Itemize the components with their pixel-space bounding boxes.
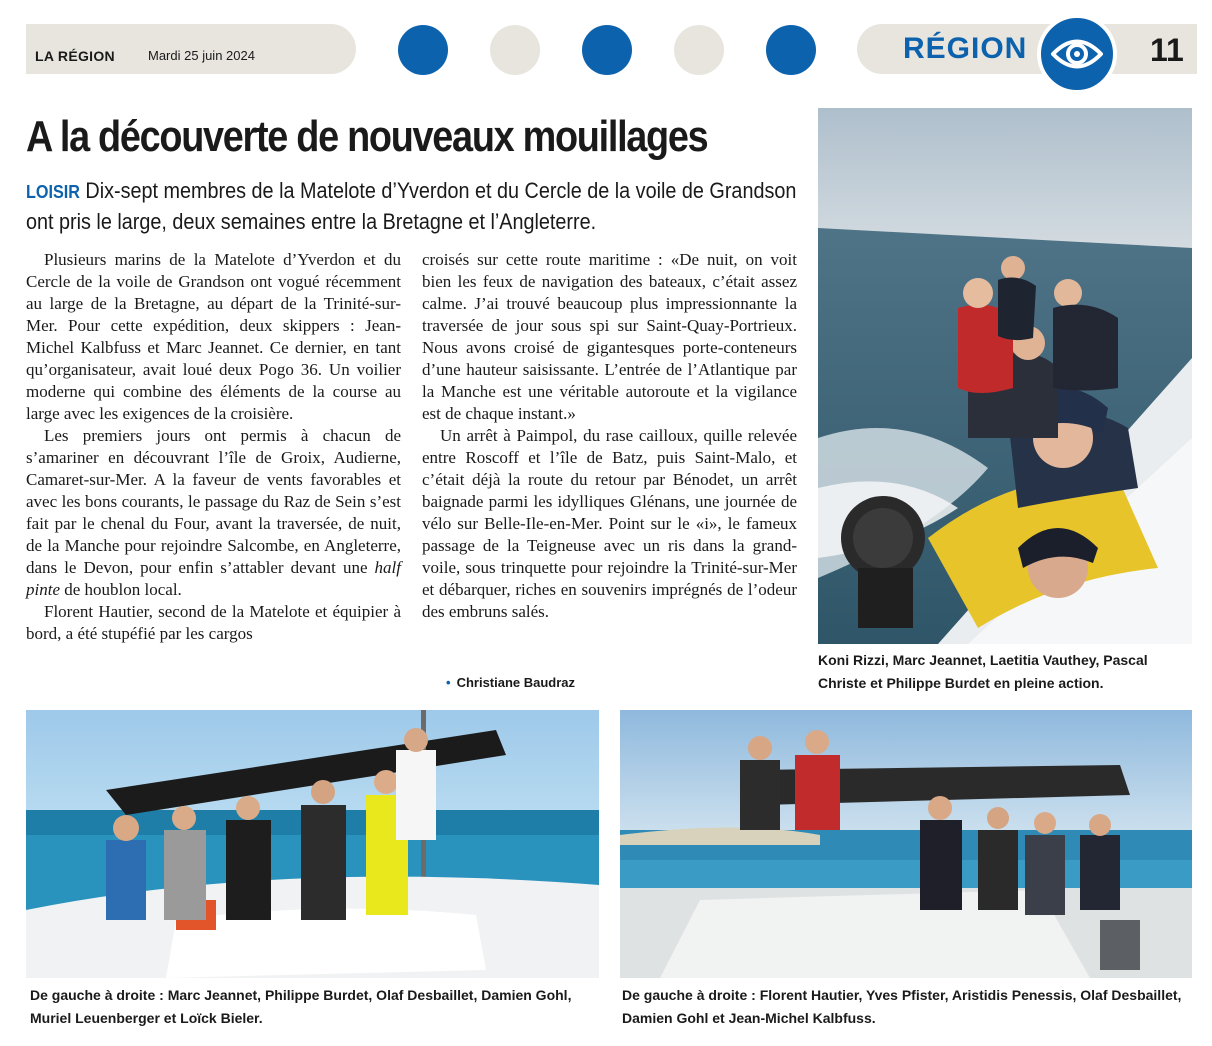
decor-dot [490,25,540,75]
decor-dot [674,25,724,75]
bullet-icon: • [446,675,451,690]
decor-dot [766,25,816,75]
standfirst-text: Dix-sept membres de la Matelote d’Yverdon et du Cercle de la voile de Grandson ont pris le large, deux semaines entre la Bretagne et l’Angleterre. [26,178,797,234]
author-byline: • Christiane Baudraz [446,675,576,690]
headline: A la découverte de nouveaux mouillages [26,112,708,161]
photo-crew-at-anchor [620,710,1192,978]
paragraph: Les premiers jours ont permis à chacun de s’amariner en découvrant l’île de Groix, Audierne, Camaret-sur-Mer. A la faveur de vents favorables et avec les bons courants, le passage du Raz de Sein s’est fait par le chenal du Four, avant la traversée, de nuit, de la Manche pour rejoindre Salcombe, en Angleterre, dans le Devon, pour enfin s’attabler devant une half pinte de houblon local. [26,426,401,599]
photo-crew-on-deck [818,108,1192,644]
decor-dot [582,25,632,75]
edition-date: Mardi 25 juin 2024 [148,48,255,63]
paragraph: Un arrêt à Paimpol, du rase cailloux, quille relevée entre Roscoff et l’île de Batz, puis Saint-Malo, et c’était déjà la route du retour par Bénodet, un arrêt baignade parmi les idylliques Glénans, une journée de vélo sur Belle-Ile-en-Mer. Point sur le «i», le fameux passage de la Teigneuse avec un ris dans la grand-voile, sous trinquette pour rejoindre la Trinité-sur-Mer et débarquer, riches en souvenirs imprégnés de l’odeur des embruns salés. [422,426,797,621]
main-photo-caption: Koni Rizzi, Marc Jeannet, Laetitia Vauthey, Pascal Christe et Philippe Burdet en pleine action. [818,652,1148,691]
right-photo-caption: De gauche à droite : Florent Hautier, Yves Pfister, Aristidis Penessis, Olaf Desbaillet, Damien Gohl et Jean-Michel Kalbfuss. [622,987,1182,1026]
paragraph: Plusieurs marins de la Matelote d’Yverdon et du Cercle de la voile de Grandson ont vogué récemment au large de la Bretagne, au départ de la Trinité-sur-Mer. Pour cette expédition, deux skippers : Jean-Michel Kalbfuss et Marc Jeannet. Ce dernier, en tant qu’organisateur, avait loué deux Pogo 36. Un voilier moderne qui combine des éléments de la course au large avec les exigences de la croisière. [26,250,401,423]
italic-phrase: half pinte [26,558,401,599]
paragraph: Florent Hautier, second de la Matelote et équipier à bord, a été stupéfié par les cargos [26,602,401,643]
paragraph: croisés sur cette route maritime : «De nuit, on voit bien les feux de navigation des bateaux, c’était assez calme. J’ai trouvé beaucoup plus impressionnante la traversée de jour sous spi sur Saint-Quay-Portrieux. Nous avons croisé de gigantesques porte-conteneurs d’une hauteur saisissante. L’entrée de l’Atlantique par la Manche est une véritable autoroute et la vigilance est de chaque instant.» [422,250,797,423]
standfirst [26,176,809,236]
photo-crew-waving [26,710,599,978]
paper-name: LA RÉGION [35,48,115,64]
article-column-2 [422,249,797,623]
decor-dot [398,25,448,75]
page-number: 11 [1150,32,1184,68]
section-title: RÉGION [903,32,1028,65]
left-photo-caption: De gauche à droite : Marc Jeannet, Philippe Burdet, Olaf Desbaillet, Damien Gohl, Muriel Leuenberger et Loïck Bieler. [30,987,572,1026]
article-column-1 [26,249,401,645]
eye-icon [1037,14,1117,94]
section-tag: LOISIR [26,182,81,202]
